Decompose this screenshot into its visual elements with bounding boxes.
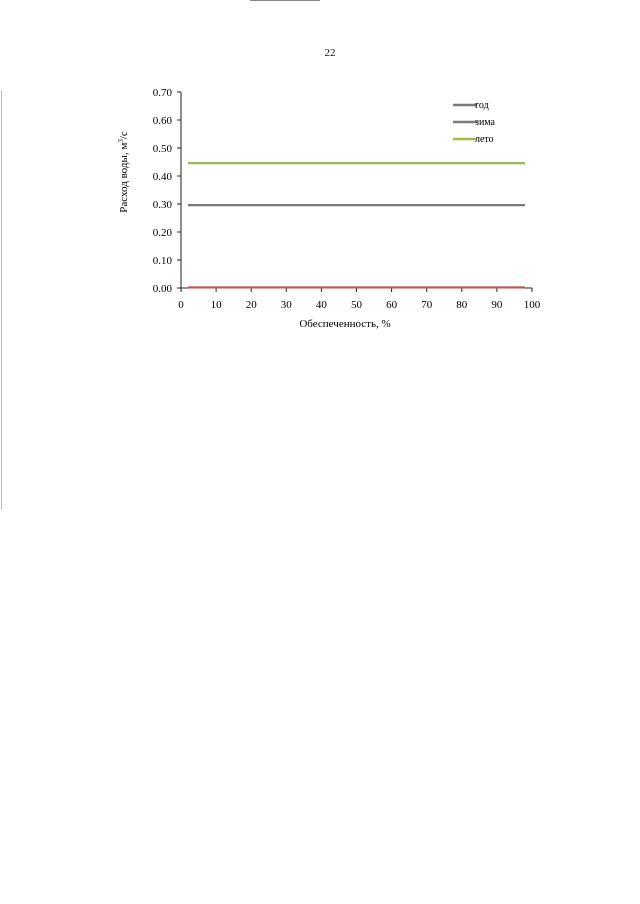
x-tick-label: 100 (523, 299, 541, 311)
y-tick-label: 0.10 (152, 255, 172, 267)
y-tick-label: 0.60 (152, 115, 172, 127)
x-tick-label: 20 (245, 299, 257, 311)
y-tick-label: 0.30 (152, 199, 172, 211)
y-tick-label: 0.50 (152, 143, 172, 155)
x-tick-label: 0 (178, 299, 184, 311)
legend-label-1: зима (475, 117, 495, 128)
chart-series-layer (188, 163, 525, 287)
x-tick-label: 10 (210, 299, 222, 311)
x-tick-label: 40 (315, 299, 327, 311)
x-tick-label: 60 (386, 299, 398, 311)
x-tick-label: 30 (280, 299, 292, 311)
y-tick-label: 0.70 (152, 87, 172, 99)
x-tick-label: 50 (351, 299, 362, 311)
chart-legend (453, 100, 496, 145)
x-tick-label: 70 (421, 299, 433, 311)
page-number: 22 (324, 47, 336, 59)
legend-label-0: год (475, 100, 489, 111)
x-axis-label: Обеспеченность, % (299, 318, 391, 330)
x-tick-label: 90 (491, 299, 503, 311)
y-axis-label-superscript: 3 (117, 139, 125, 143)
x-tick-label: 80 (456, 299, 468, 311)
y-axis-label-base: Расход воды, м (118, 142, 130, 213)
y-tick-label: 0.00 (152, 283, 172, 295)
y-axis-label (117, 131, 130, 213)
legend-label-2: лето (475, 134, 494, 145)
y-tick-label: 0.20 (152, 227, 172, 239)
y-axis-label-tail: /с (118, 131, 130, 140)
y-tick-label: 0.40 (152, 171, 172, 183)
